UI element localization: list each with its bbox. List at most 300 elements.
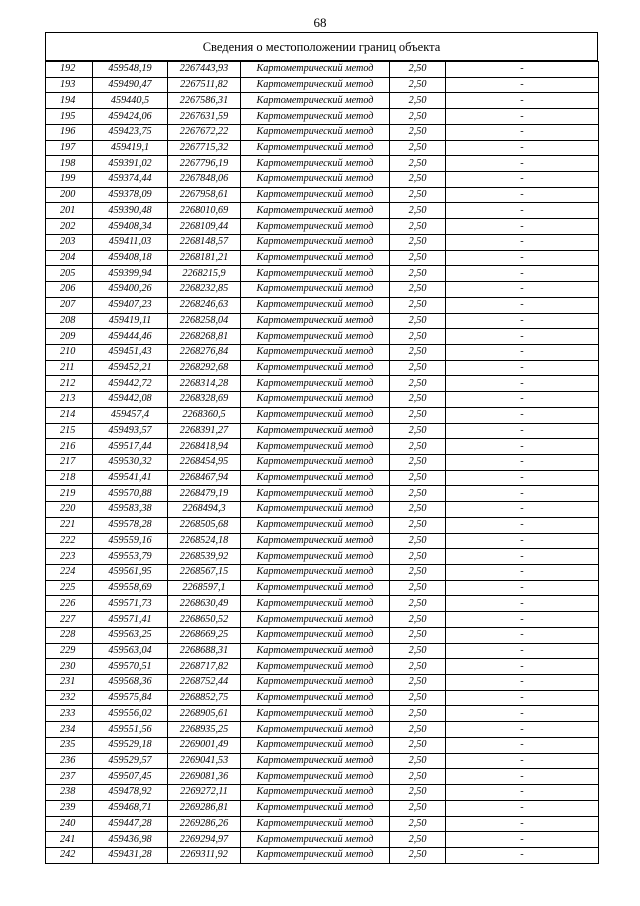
method-cell: Картометрический метод [241,187,390,203]
page-number: 68 [313,15,327,30]
x-coordinate-cell: 459431,28 [93,847,168,863]
description-cell: - [446,266,599,282]
x-coordinate-cell: 459490,47 [93,77,168,93]
point-number-cell: 234 [46,722,93,738]
method-cell: Картометрический метод [241,454,390,470]
table-title: Сведения о местоположении границ объекта [45,32,598,61]
x-coordinate-cell: 459442,08 [93,392,168,408]
description-cell: - [446,596,599,612]
y-coordinate-cell: 2268905,61 [168,706,241,722]
precision-cell: 2,50 [390,62,446,78]
precision-cell: 2,50 [390,627,446,643]
x-coordinate-cell: 459391,02 [93,156,168,172]
method-cell: Картометрический метод [241,470,390,486]
description-cell: - [446,360,599,376]
description-cell: - [446,785,599,801]
table-row [46,690,599,706]
y-coordinate-cell: 2267958,61 [168,187,241,203]
precision-cell: 2,50 [390,376,446,392]
y-coordinate-cell: 2268215,9 [168,266,241,282]
x-coordinate-cell: 459468,71 [93,800,168,816]
method-cell: Картометрический метод [241,690,390,706]
method-cell: Картометрический метод [241,706,390,722]
point-number-cell: 205 [46,266,93,282]
method-cell: Картометрический метод [241,785,390,801]
method-cell: Картометрический метод [241,140,390,156]
precision-cell: 2,50 [390,266,446,282]
x-coordinate-cell: 459408,18 [93,250,168,266]
point-number-cell: 197 [46,140,93,156]
description-cell: - [446,187,599,203]
point-number-cell: 229 [46,643,93,659]
y-coordinate-cell: 2268852,75 [168,690,241,706]
x-coordinate-cell: 459419,1 [93,140,168,156]
x-coordinate-cell: 459530,32 [93,454,168,470]
x-coordinate-cell: 459374,44 [93,172,168,188]
precision-cell: 2,50 [390,109,446,125]
table-row [46,124,599,140]
point-number-cell: 231 [46,675,93,691]
table-row [46,502,599,518]
description-cell: - [446,659,599,675]
x-coordinate-cell: 459419,11 [93,313,168,329]
x-coordinate-cell: 459568,36 [93,675,168,691]
method-cell: Картометрический метод [241,313,390,329]
y-coordinate-cell: 2268292,68 [168,360,241,376]
precision-cell: 2,50 [390,297,446,313]
description-cell: - [446,234,599,250]
y-coordinate-cell: 2269001,49 [168,737,241,753]
x-coordinate-cell: 459551,56 [93,722,168,738]
x-coordinate-cell: 459553,79 [93,549,168,565]
point-number-cell: 230 [46,659,93,675]
precision-cell: 2,50 [390,140,446,156]
table-row [46,376,599,392]
x-coordinate-cell: 459578,28 [93,517,168,533]
table-row [46,800,599,816]
point-number-cell: 238 [46,785,93,801]
description-cell: - [446,816,599,832]
point-number-cell: 227 [46,612,93,628]
method-cell: Картометрический метод [241,266,390,282]
table-row [46,816,599,832]
description-cell: - [446,612,599,628]
x-coordinate-cell: 459447,28 [93,816,168,832]
table-row [46,596,599,612]
method-cell: Картометрический метод [241,502,390,518]
description-cell: - [446,847,599,863]
table-row [46,533,599,549]
description-cell: - [446,643,599,659]
y-coordinate-cell: 2268268,81 [168,329,241,345]
precision-cell: 2,50 [390,439,446,455]
method-cell: Картометрический метод [241,800,390,816]
precision-cell: 2,50 [390,344,446,360]
y-coordinate-cell: 2268467,94 [168,470,241,486]
x-coordinate-cell: 459570,88 [93,486,168,502]
method-cell: Картометрический метод [241,376,390,392]
precision-cell: 2,50 [390,250,446,266]
y-coordinate-cell: 2268752,44 [168,675,241,691]
method-cell: Картометрический метод [241,360,390,376]
precision-cell: 2,50 [390,580,446,596]
x-coordinate-cell: 459558,69 [93,580,168,596]
method-cell: Картометрический метод [241,486,390,502]
method-cell: Картометрический метод [241,753,390,769]
point-number-cell: 235 [46,737,93,753]
table-row [46,234,599,250]
point-number-cell: 240 [46,816,93,832]
y-coordinate-cell: 2268597,1 [168,580,241,596]
y-coordinate-cell: 2269286,26 [168,816,241,832]
y-coordinate-cell: 2268314,28 [168,376,241,392]
precision-cell: 2,50 [390,77,446,93]
table-row [46,187,599,203]
description-cell: - [446,62,599,78]
point-number-cell: 214 [46,407,93,423]
x-coordinate-cell: 459399,94 [93,266,168,282]
method-cell: Картометрический метод [241,297,390,313]
x-coordinate-cell: 459529,57 [93,753,168,769]
y-coordinate-cell: 2267796,19 [168,156,241,172]
description-cell: - [446,297,599,313]
point-number-cell: 210 [46,344,93,360]
precision-cell: 2,50 [390,800,446,816]
method-cell: Картометрический метод [241,109,390,125]
point-number-cell: 202 [46,219,93,235]
x-coordinate-cell: 459507,45 [93,769,168,785]
precision-cell: 2,50 [390,565,446,581]
x-coordinate-cell: 459408,34 [93,219,168,235]
precision-cell: 2,50 [390,612,446,628]
y-coordinate-cell: 2268328,69 [168,392,241,408]
table-row [46,439,599,455]
point-number-cell: 193 [46,77,93,93]
description-cell: - [446,313,599,329]
table-row [46,344,599,360]
y-coordinate-cell: 2268232,85 [168,282,241,298]
table-row [46,565,599,581]
table-row [46,517,599,533]
precision-cell: 2,50 [390,690,446,706]
x-coordinate-cell: 459570,51 [93,659,168,675]
x-coordinate-cell: 459541,41 [93,470,168,486]
table-row [46,62,599,78]
precision-cell: 2,50 [390,313,446,329]
table-row [46,706,599,722]
point-number-cell: 226 [46,596,93,612]
coordinates-table [45,61,599,864]
point-number-cell: 206 [46,282,93,298]
point-number-cell: 217 [46,454,93,470]
method-cell: Картометрический метод [241,439,390,455]
point-number-cell: 216 [46,439,93,455]
method-cell: Картометрический метод [241,769,390,785]
x-coordinate-cell: 459423,75 [93,124,168,140]
method-cell: Картометрический метод [241,124,390,140]
precision-cell: 2,50 [390,737,446,753]
description-cell: - [446,502,599,518]
precision-cell: 2,50 [390,706,446,722]
x-coordinate-cell: 459436,98 [93,832,168,848]
table-row [46,486,599,502]
table-row [46,329,599,345]
precision-cell: 2,50 [390,486,446,502]
method-cell: Картометрический метод [241,517,390,533]
y-coordinate-cell: 2269294,97 [168,832,241,848]
point-number-cell: 223 [46,549,93,565]
point-number-cell: 221 [46,517,93,533]
table-row [46,454,599,470]
x-coordinate-cell: 459575,84 [93,690,168,706]
description-cell: - [446,376,599,392]
y-coordinate-cell: 2268688,31 [168,643,241,659]
table-row [46,77,599,93]
point-number-cell: 237 [46,769,93,785]
method-cell: Картометрический метод [241,250,390,266]
table-body [46,62,599,864]
x-coordinate-cell: 459583,38 [93,502,168,518]
precision-cell: 2,50 [390,675,446,691]
y-coordinate-cell: 2268391,27 [168,423,241,439]
description-cell: - [446,737,599,753]
y-coordinate-cell: 2269041,53 [168,753,241,769]
y-coordinate-cell: 2267443,93 [168,62,241,78]
description-cell: - [446,627,599,643]
point-number-cell: 203 [46,234,93,250]
point-number-cell: 233 [46,706,93,722]
y-coordinate-cell: 2268567,15 [168,565,241,581]
y-coordinate-cell: 2268935,25 [168,722,241,738]
method-cell: Картометрический метод [241,219,390,235]
precision-cell: 2,50 [390,124,446,140]
y-coordinate-cell: 2267672,22 [168,124,241,140]
y-coordinate-cell: 2268454,95 [168,454,241,470]
table-row [46,172,599,188]
precision-cell: 2,50 [390,93,446,109]
description-cell: - [446,454,599,470]
x-coordinate-cell: 459571,41 [93,612,168,628]
precision-cell: 2,50 [390,234,446,250]
y-coordinate-cell: 2267631,59 [168,109,241,125]
method-cell: Картометрический метод [241,580,390,596]
point-number-cell: 192 [46,62,93,78]
description-cell: - [446,769,599,785]
y-coordinate-cell: 2268494,3 [168,502,241,518]
method-cell: Картометрический метод [241,643,390,659]
method-cell: Картометрический метод [241,675,390,691]
point-number-cell: 222 [46,533,93,549]
y-coordinate-cell: 2268669,25 [168,627,241,643]
x-coordinate-cell: 459548,19 [93,62,168,78]
method-cell: Картометрический метод [241,847,390,863]
y-coordinate-cell: 2268717,82 [168,659,241,675]
method-cell: Картометрический метод [241,407,390,423]
table-row [46,643,599,659]
point-number-cell: 199 [46,172,93,188]
table-row [46,109,599,125]
point-number-cell: 225 [46,580,93,596]
precision-cell: 2,50 [390,423,446,439]
x-coordinate-cell: 459444,46 [93,329,168,345]
point-number-cell: 241 [46,832,93,848]
table-row [46,847,599,863]
point-number-cell: 209 [46,329,93,345]
method-cell: Картометрический метод [241,612,390,628]
x-coordinate-cell: 459517,44 [93,439,168,455]
precision-cell: 2,50 [390,847,446,863]
x-coordinate-cell: 459400,26 [93,282,168,298]
y-coordinate-cell: 2268181,21 [168,250,241,266]
point-number-cell: 200 [46,187,93,203]
method-cell: Картометрический метод [241,93,390,109]
method-cell: Картометрический метод [241,722,390,738]
description-cell: - [446,580,599,596]
y-coordinate-cell: 2267715,32 [168,140,241,156]
precision-cell: 2,50 [390,156,446,172]
precision-cell: 2,50 [390,549,446,565]
description-cell: - [446,486,599,502]
method-cell: Картометрический метод [241,203,390,219]
description-cell: - [446,109,599,125]
table-row [46,549,599,565]
point-number-cell: 242 [46,847,93,863]
method-cell: Картометрический метод [241,737,390,753]
point-number-cell: 201 [46,203,93,219]
y-coordinate-cell: 2269081,36 [168,769,241,785]
table-row [46,612,599,628]
precision-cell: 2,50 [390,407,446,423]
description-cell: - [446,124,599,140]
y-coordinate-cell: 2268524,18 [168,533,241,549]
precision-cell: 2,50 [390,517,446,533]
point-number-cell: 213 [46,392,93,408]
table-row [46,156,599,172]
x-coordinate-cell: 459563,04 [93,643,168,659]
boundary-table-container [45,32,598,864]
y-coordinate-cell: 2268479,19 [168,486,241,502]
table-row [46,785,599,801]
description-cell: - [446,549,599,565]
method-cell: Картометрический метод [241,282,390,298]
description-cell: - [446,172,599,188]
y-coordinate-cell: 2268276,84 [168,344,241,360]
description-cell: - [446,392,599,408]
table-row [46,675,599,691]
method-cell: Картометрический метод [241,62,390,78]
description-cell: - [446,329,599,345]
description-cell: - [446,219,599,235]
table-row [46,580,599,596]
x-coordinate-cell: 459529,18 [93,737,168,753]
x-coordinate-cell: 459452,21 [93,360,168,376]
y-coordinate-cell: 2268148,57 [168,234,241,250]
x-coordinate-cell: 459559,16 [93,533,168,549]
description-cell: - [446,675,599,691]
table-row [46,93,599,109]
point-number-cell: 220 [46,502,93,518]
point-number-cell: 232 [46,690,93,706]
point-number-cell: 236 [46,753,93,769]
y-coordinate-cell: 2268109,44 [168,219,241,235]
table-row [46,297,599,313]
precision-cell: 2,50 [390,219,446,235]
description-cell: - [446,533,599,549]
point-number-cell: 212 [46,376,93,392]
x-coordinate-cell: 459563,25 [93,627,168,643]
y-coordinate-cell: 2268505,68 [168,517,241,533]
precision-cell: 2,50 [390,282,446,298]
table-row [46,407,599,423]
method-cell: Картометрический метод [241,344,390,360]
precision-cell: 2,50 [390,172,446,188]
description-cell: - [446,407,599,423]
precision-cell: 2,50 [390,329,446,345]
precision-cell: 2,50 [390,722,446,738]
point-number-cell: 215 [46,423,93,439]
table-row [46,753,599,769]
table-row [46,769,599,785]
method-cell: Картометрический метод [241,77,390,93]
y-coordinate-cell: 2267511,82 [168,77,241,93]
description-cell: - [446,470,599,486]
precision-cell: 2,50 [390,816,446,832]
method-cell: Картометрический метод [241,565,390,581]
point-number-cell: 211 [46,360,93,376]
precision-cell: 2,50 [390,203,446,219]
table-row [46,219,599,235]
method-cell: Картометрический метод [241,172,390,188]
description-cell: - [446,93,599,109]
description-cell: - [446,565,599,581]
method-cell: Картометрический метод [241,627,390,643]
point-number-cell: 195 [46,109,93,125]
x-coordinate-cell: 459390,48 [93,203,168,219]
description-cell: - [446,706,599,722]
table-row [46,423,599,439]
x-coordinate-cell: 459571,73 [93,596,168,612]
x-coordinate-cell: 459451,43 [93,344,168,360]
table-row [46,832,599,848]
method-cell: Картометрический метод [241,329,390,345]
point-number-cell: 204 [46,250,93,266]
precision-cell: 2,50 [390,470,446,486]
y-coordinate-cell: 2269311,92 [168,847,241,863]
precision-cell: 2,50 [390,785,446,801]
point-number-cell: 196 [46,124,93,140]
x-coordinate-cell: 459442,72 [93,376,168,392]
point-number-cell: 198 [46,156,93,172]
table-row [46,313,599,329]
table-row [46,722,599,738]
table-row [46,360,599,376]
point-number-cell: 228 [46,627,93,643]
y-coordinate-cell: 2268010,69 [168,203,241,219]
table-row [46,140,599,156]
point-number-cell: 194 [46,93,93,109]
description-cell: - [446,344,599,360]
precision-cell: 2,50 [390,596,446,612]
point-number-cell: 208 [46,313,93,329]
precision-cell: 2,50 [390,392,446,408]
method-cell: Картометрический метод [241,423,390,439]
x-coordinate-cell: 459411,03 [93,234,168,250]
point-number-cell: 239 [46,800,93,816]
point-number-cell: 224 [46,565,93,581]
precision-cell: 2,50 [390,360,446,376]
precision-cell: 2,50 [390,659,446,675]
method-cell: Картометрический метод [241,533,390,549]
